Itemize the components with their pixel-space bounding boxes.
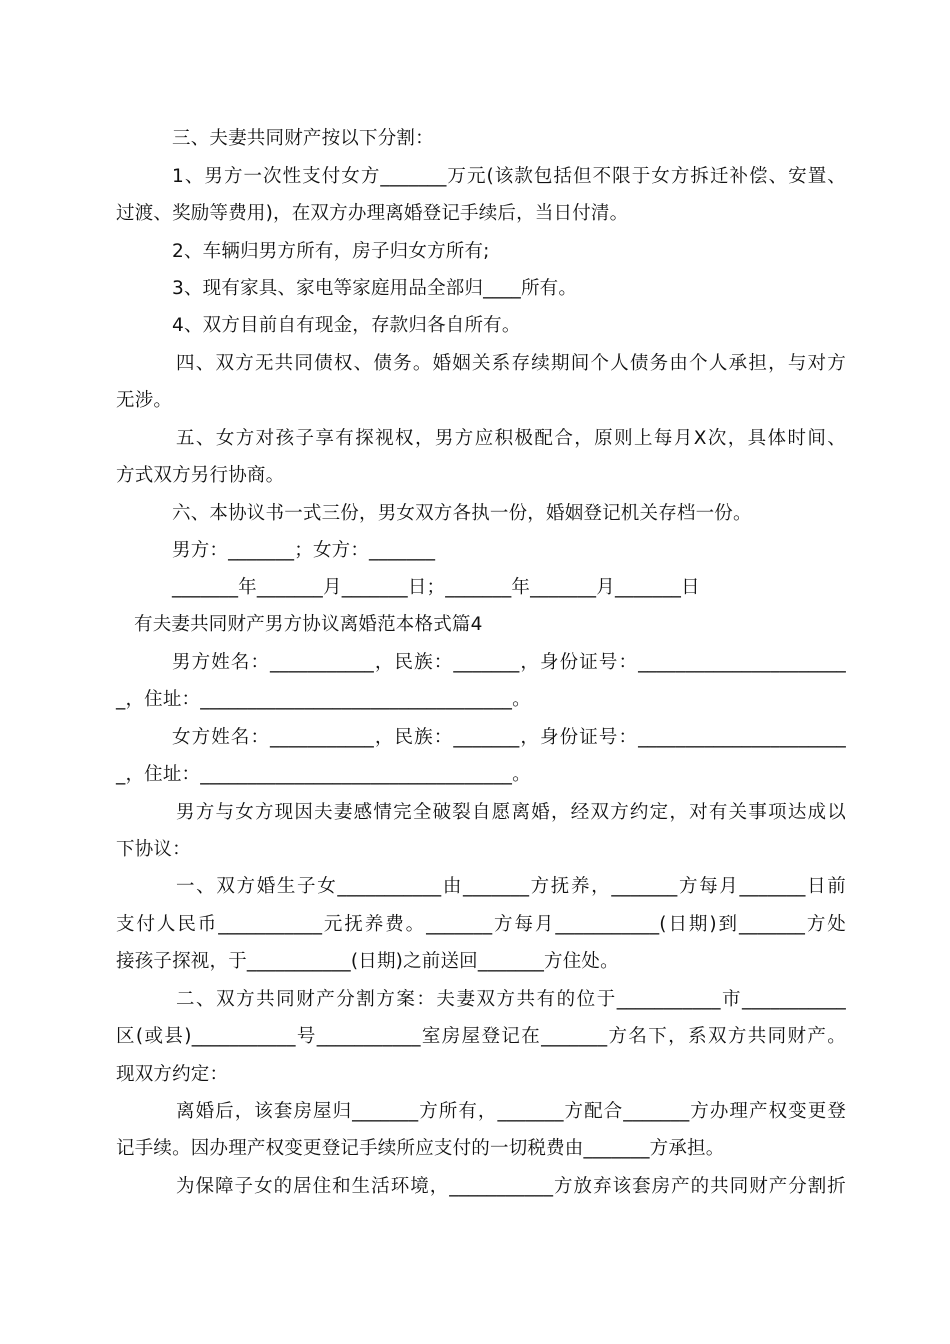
paragraph-line: 4、双方目前自有现金，存款归各自所有。 <box>172 315 521 336</box>
clause-2-line: 二、双方共同财产分割方案：夫妻双方共有的位于___________市___________ <box>176 989 846 1010</box>
paragraph-line: 3、现有家具、家电等家庭用品全部归____所有。 <box>172 278 578 299</box>
section-6-line: 六、本协议书一式三份，男女双方各执一份，婚姻登记机关存档一份。 <box>172 503 752 524</box>
paragraph-line: 方式双方另行协商。 <box>116 465 285 486</box>
paragraph-line: 无涉。 <box>116 390 173 411</box>
paragraph-line: 过渡、奖励等费用)，在双方办理离婚登记手续后，当日付清。 <box>116 203 629 224</box>
paragraph-line: 记手续。因办理产权变更登记手续所应支付的一切税费由_______方承担。 <box>116 1138 725 1159</box>
paragraph-line: 离婚后，该套房屋归_______方所有，_______方配合_______方办理产权变更登 <box>176 1101 846 1122</box>
signature-line: 男方：_______；女方：_______ <box>172 540 436 561</box>
paragraph-line: 现双方约定： <box>116 1064 229 1085</box>
male-info-line: 男方姓名：___________，民族：_______，身份证号：______________________ <box>172 652 846 673</box>
paragraph-line: 1、男方一次性支付女方_______万元(该款包括但不限于女方拆迁补偿、安置、 <box>172 166 846 187</box>
female-address-line: _，住址：_________________________________。 <box>116 764 531 785</box>
section-5-line: 五、女方对孩子享有探视权，男方应积极配合，原则上每月X次，具体时间、 <box>176 428 846 449</box>
paragraph-line: 下协议： <box>116 839 191 860</box>
male-address-line: _，住址：_________________________________。 <box>116 689 531 710</box>
paragraph-line: 区(或县)___________号___________室房屋登记在_______方名下，系双方共同财产。 <box>116 1026 846 1047</box>
paragraph-line: 支付人民币___________元抚养费。_______方每月___________(日期)到_______方处 <box>116 914 846 935</box>
paragraph-line: 为保障子女的居住和生活环境，___________方放弃该套房产的共同财产分割折 <box>176 1176 846 1197</box>
paragraph-line: 接孩子探视，于___________(日期)之前送回_______方住处。 <box>116 951 619 972</box>
section-title: 有夫妻共同财产男方协议离婚范本格式篇4 <box>134 614 483 635</box>
date-line: _______年_______月_______日；_______年_______月_______日 <box>172 577 700 598</box>
paragraph-line: 2、车辆归男方所有，房子归女方所有; <box>172 241 490 262</box>
clause-1-line: 一、双方婚生子女___________由_______方抚养，_______方每月_______日前 <box>176 876 846 897</box>
section-4-line: 四、双方无共同债权、债务。婚姻关系存续期间个人债务由个人承担，与对方 <box>176 353 846 374</box>
female-info-line: 女方姓名：___________，民族：_______，身份证号：______________________ <box>172 727 846 748</box>
paragraph-line: 男方与女方现因夫妻感情完全破裂自愿离婚，经双方约定，对有关事项达成以 <box>176 802 846 823</box>
section-3-heading: 三、夫妻共同财产按以下分割： <box>172 128 434 149</box>
